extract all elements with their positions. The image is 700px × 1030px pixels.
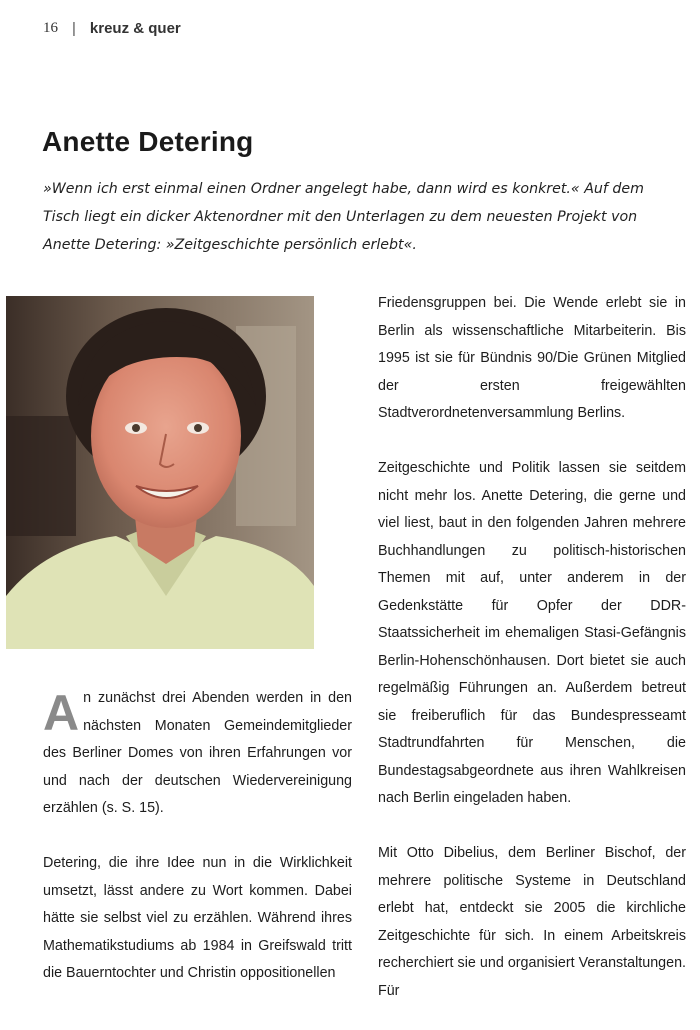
- paragraph: Friedensgruppen bei. Die Wende erlebt sie in Berlin als wissenschaftliche Mitarbeiterin. Bis 1995 ist sie für Bündnis 90/Die Grünen Mitglied der ersten freigewählten Stadtverordnetenversammlung Berlins.: [378, 295, 686, 421]
- paragraph-text: n zunächst drei Abenden werden in den nächsten Monaten Gemeindemitglieder des Berliner Domes von ihren Erfahrungen vor und nach der deutschen Wiedervereinigung erzählen (s. S. 15).: [43, 690, 352, 816]
- paragraph: [43, 685, 352, 823]
- drop-cap: A: [43, 685, 80, 741]
- paragraph: Zeitgeschichte und Politik lassen sie seitdem nicht mehr los. Anette Detering, die gerne und viel liest, baut in den folgenden Jahren mehrere Buchhandlungen zu politisch-historischen Themen mit auf, unter anderem in der Gedenkstätte für Opfer der DDR-Staatssicherheit im ehemaligen Stasi-Gefängnis Berlin-Hohenschönhausen. Dort bietet sie auch regelmäßig Führungen an. Außerdem betreut sie freiberuflich für das Bundespresseamt Stadtrundfahrten für Menschen, die Bundestagsabgeordnete aus ihren Wahlkreisen nach Berlin eingeladen haben.: [378, 460, 686, 806]
- paragraph: Mit Otto Dibelius, dem Berliner Bischof, der mehrere politische Systeme in Deutschland erlebt hat, entdeckt sie 2005 die kirchliche Zeitgeschichte für sich. In einem Arbeitskreis recherchiert sie und organisiert Veranstaltungen. Für: [378, 845, 686, 999]
- text-column-left: [43, 685, 352, 988]
- article-title: Anette Detering: [42, 126, 254, 157]
- article-lead: »Wenn ich erst einmal einen Ordner angelegt habe, dann wird es konkret.« Auf dem Tisch liegt ein dicker Aktenordner mit den Unterlagen zu dem neuesten Projekt von Anette Detering: »Zeitgeschichte persönlich erlebt«.: [43, 181, 644, 253]
- page-number: 16: [43, 20, 58, 36]
- portrait-photo: [6, 296, 314, 649]
- section-title: kreuz & quer: [89, 20, 181, 37]
- header-separator: |: [72, 20, 76, 37]
- paragraph: Detering, die ihre Idee nun in die Wirklichkeit umsetzt, lässt andere zu Wort kommen. Dabei hätte sie selbst viel zu erzählen. Während ihres Mathematikstudiums ab 1984 in Greifswald tritt die Bauerntochter und Christin oppositionellen: [43, 855, 352, 981]
- running-header: [43, 20, 181, 37]
- text-column-right: [378, 290, 686, 1005]
